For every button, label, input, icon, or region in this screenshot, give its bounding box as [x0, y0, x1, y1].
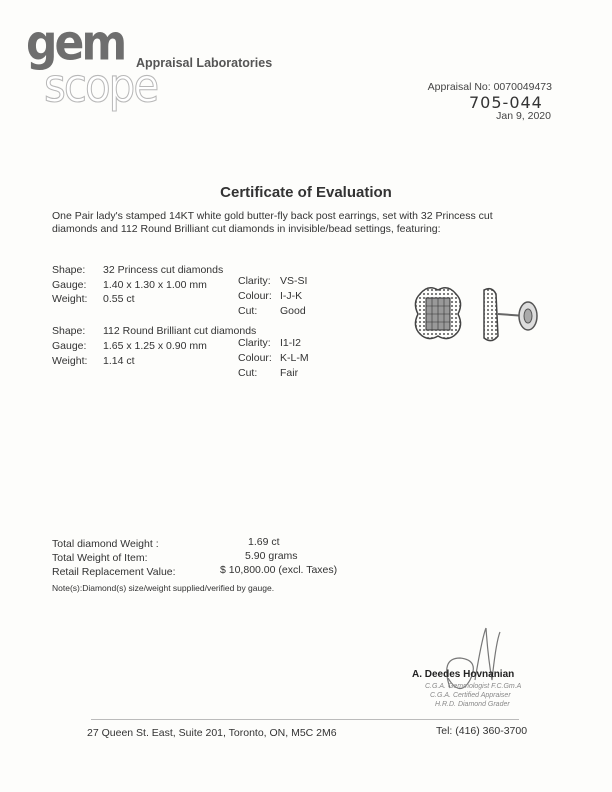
appraisal-date: Jan 9, 2020	[496, 110, 551, 122]
gauge-label: Gauge:	[52, 279, 87, 291]
weight-label: Weight:	[52, 355, 88, 367]
total-diamond-weight-value: 1.69 ct	[248, 536, 280, 548]
retail-value-label: Retail Replacement Value:	[52, 566, 176, 578]
shape-label: Shape:	[52, 264, 86, 276]
appraiser-name: A. Deedes Hovnanian	[412, 669, 515, 680]
clarity-label: Clarity:	[238, 275, 271, 287]
shape-value: 32 Princess cut diamonds	[103, 264, 224, 276]
logo-scope-text: scope	[44, 58, 158, 113]
colour-label: Colour:	[238, 352, 272, 364]
cut-value: Fair	[280, 367, 299, 379]
weight-label: Weight:	[52, 293, 88, 305]
cut-value: Good	[280, 305, 306, 317]
colour-value: K-L-M	[280, 352, 309, 364]
total-item-weight-label: Total Weight of Item:	[52, 552, 148, 564]
clarity-label: Clarity:	[238, 337, 271, 349]
handwritten-reference: 705-044	[469, 93, 543, 112]
clarity-value: I1-I2	[280, 337, 302, 349]
lab-name: Appraisal Laboratories	[136, 56, 273, 70]
gauge-value: 1.40 x 1.30 x 1.00 mm	[103, 279, 207, 291]
earring-side-view	[484, 289, 537, 341]
retail-value: $ 10,800.00 (excl. Taxes)	[220, 564, 338, 576]
appraiser-credential-2: C.G.A. Certified Appraiser	[430, 692, 511, 699]
colour-value: I-J-K	[280, 290, 303, 302]
logo-gem-text: gem	[26, 14, 125, 72]
shape-value: 112 Round Brilliant cut diamonds	[103, 325, 257, 337]
cut-label: Cut:	[238, 305, 258, 317]
cut-label: Cut:	[238, 367, 258, 379]
footer-address: 27 Queen St. East, Suite 201, Toronto, ON, M5C 2M6	[87, 727, 337, 739]
appraiser-credential-3: H.R.D. Diamond Grader	[435, 701, 510, 708]
gauge-value: 1.65 x 1.25 x 0.90 mm	[103, 340, 207, 352]
footer-divider	[91, 719, 519, 720]
appraiser-credential-1: C.G.A. Gemmologist F.C.Gm.A	[425, 683, 522, 690]
shape-label: Shape:	[52, 325, 86, 337]
item-description: One Pair lady's stamped 14KT white gold butter-fly back post earrings, set with 32 Princess cut diamonds and 112 Round Brilliant cut diamonds in invisible/bead settings, featuring:	[52, 210, 493, 235]
certificate-title: Certificate of Evaluation	[220, 184, 392, 201]
total-diamond-weight-label: Total diamond Weight :	[52, 538, 159, 550]
appraisal-number: Appraisal No: 0070049473	[427, 81, 552, 93]
weight-value: 1.14 ct	[103, 355, 135, 367]
gauge-label: Gauge:	[52, 340, 87, 352]
weight-value: 0.55 ct	[103, 293, 135, 305]
earring-front-view	[415, 288, 460, 339]
total-item-weight-value: 5.90 grams	[245, 550, 298, 562]
footer-phone: Tel: (416) 360-3700	[436, 725, 528, 737]
colour-label: Colour:	[238, 290, 272, 302]
clarity-value: VS-SI	[280, 275, 308, 287]
earring-photo	[410, 280, 550, 350]
gauge-note: Note(s):Diamond(s) size/weight supplied/verified by gauge.	[52, 583, 275, 593]
